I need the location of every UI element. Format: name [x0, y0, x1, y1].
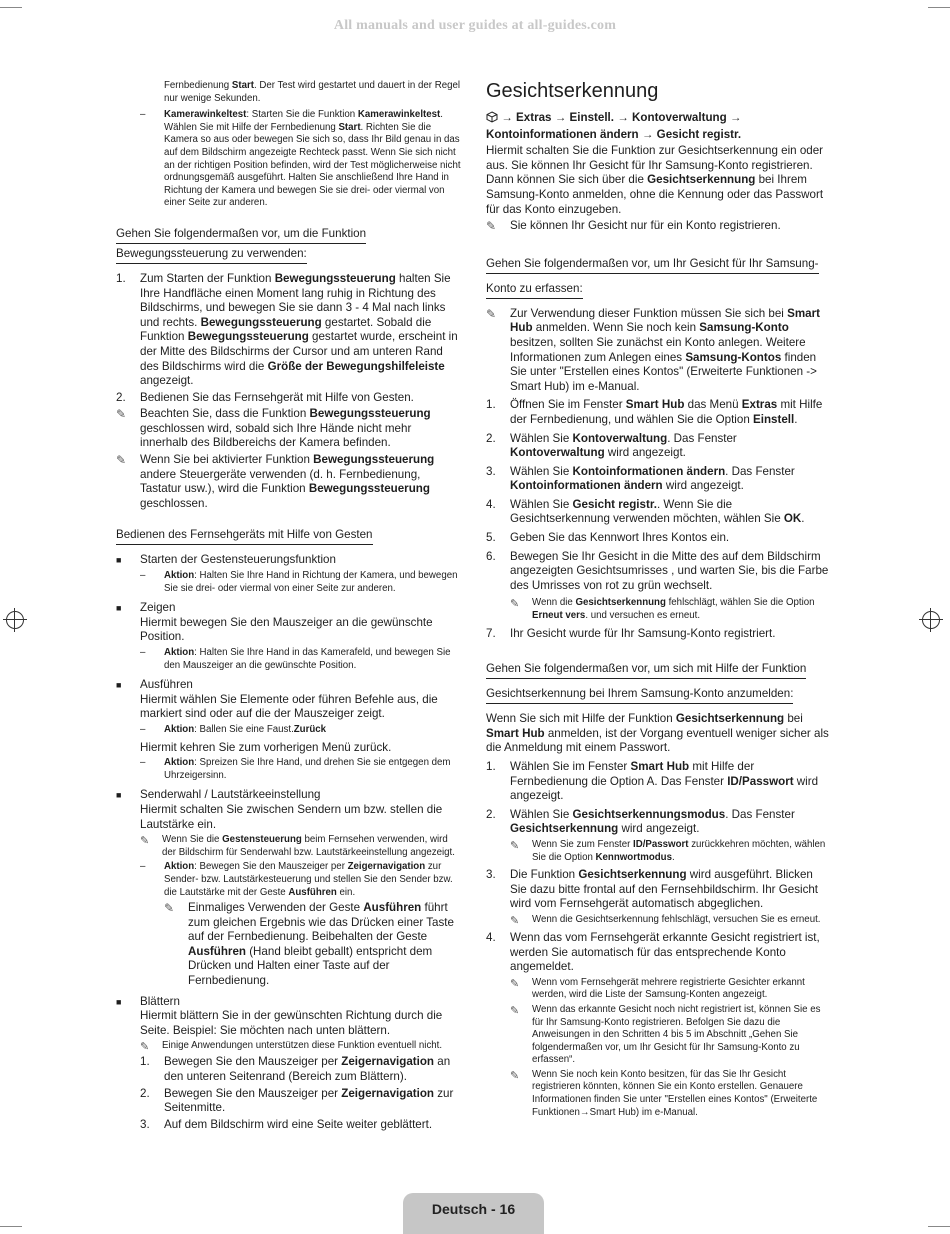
subheading-login-face: Gehen Sie folgendermaßen vor, um sich mit Hilfe der Funktion Gesichtserkennung bei Ihrem Samsung-Konto anzumelden: [486, 659, 831, 704]
note-pencil-icon: ✎ [116, 453, 127, 468]
right-column [486, 79, 831, 1119]
bullet-square-icon: ■ [116, 603, 122, 614]
gesture-start-action: – Aktion: Halten Sie Ihre Hand in Richtung der Kamera, und bewegen Sie sie drei- oder viermal von einer Seite zur anderen. [140, 570, 458, 594]
bullet-square-icon: ■ [116, 555, 122, 566]
gesture-scroll-step-3: 3. Auf dem Bildschirm wird eine Seite weiter geblättert. [140, 1117, 433, 1131]
page-number: Deutsch - 16 [431, 1201, 516, 1217]
gesture-point-action: – Aktion: Halten Sie Ihre Hand in das Kamerafeld, und bewegen Sie den Mauszeiger an die gewünschte Position. [140, 647, 451, 671]
gesture-start: ■ Starten der Gestensteuerungsfunktion [116, 553, 336, 567]
gesture-scroll: ■ Blättern Hiermit blättern Sie in der gewünschten Richtung durch die Seite. Beispiel: Sie möchten nach unten blättern. [116, 994, 443, 1037]
registration-mark-icon [922, 611, 940, 629]
gesture-channel-volume: ■ Senderwahl / Lautstärkeeinstellung Hiermit schalten Sie zwischen Sendern um bzw. stellen die Lautstärke ein. [116, 788, 443, 831]
register-step-3: 3. Wählen Sie Kontoinformationen ändern. Das Fenster Kontoinformationen ändern wird angezeigt. [486, 464, 795, 493]
register-step-6: 6. Bewegen Sie Ihr Gesicht in die Mitte des auf dem Bildschirm angezeigten Gesichtsumrisses , und warten Sie, bis die Farbe des Umrisses von rot zu grün wechselt. [486, 549, 829, 592]
register-step-4: 4. Wählen Sie Gesicht registr.. Wenn Sie die Gesichtserkennung verwenden möchten, wählen Sie OK. [486, 497, 805, 526]
note-pencil-icon: ✎ [510, 1004, 520, 1017]
tools-cube-icon [486, 111, 498, 128]
login-step-4-note-1: ✎ Wenn vom Fernsehgerät mehrere registrierte Gesichter erkannt werden, wird die Liste der Samsung-Konten angezeigt. [510, 976, 805, 1001]
bullet-square-icon: ■ [116, 790, 122, 801]
note-pencil-icon: ✎ [510, 914, 520, 927]
register-step-2: 2. Wählen Sie Kontoverwaltung. Das Fenster Kontoverwaltung wird angezeigt. [486, 431, 737, 460]
section-title: Gesichtserkennung [486, 80, 659, 102]
register-step-6-note: ✎ Wenn die Gesichtserkennung fehlschlägt, wählen Sie die Option Erneut vers. und versuchen es erneut. [510, 597, 815, 622]
login-step-4-note-3: ✎ Wenn Sie noch kein Konto besitzen, für das Sie Ihr Gesicht registrieren könnten, können Sie ein Konto erstellen. Genauere Informationen finden Sie unter "Erstellen eines Kontos" (Erweiterte Funktionen→Smart Hub) im e-Manual. [510, 1068, 818, 1118]
bullet-square-icon: ■ [116, 996, 122, 1007]
menu-path: → Extras → Einstell. → Kontoverwaltung → Kontoinformationen ändern → Gesicht registr. [486, 111, 742, 141]
login-step-3: 3. Die Funktion Gesichtserkennung wird ausgeführt. Blicken Sie dazu bitte frontal auf den Fernsehbildschirm. Ihr Gesicht wird vom Fernsehgerät automatisch abgeglichen. [486, 868, 819, 911]
page-number-tab [403, 1193, 544, 1234]
registration-mark-icon [6, 611, 24, 629]
subheading-register-face: Gehen Sie folgendermaßen vor, um Ihr Gesicht für Ihr Samsung- Konto zu erfassen: [486, 254, 831, 299]
gesture-scroll-note: ✎ Einige Anwendungen unterstützen diese Funktion eventuell nicht. [140, 1040, 443, 1054]
note-pencil-icon: ✎ [486, 306, 497, 321]
subheading-motion-control: Gehen Sie folgendermaßen vor, um die Funktion Bewegungssteuerung zu verwenden: [116, 224, 462, 264]
login-step-3-note: ✎ Wenn die Gesichtserkennung fehlschlägt, versuchen Sie es erneut. [510, 913, 821, 927]
note-pencil-icon: ✎ [510, 839, 520, 852]
intro-note: ✎ Sie können Ihr Gesicht nur für ein Konto registrieren. [486, 219, 781, 234]
register-note: ✎ Zur Verwendung dieser Funktion müssen Sie sich bei Smart Hub anmelden. Wenn Sie noch kein Samsung-Konto besitzen, sollten Sie zunächst ein Konto anlegen. Weitere Informationen zum Anlegen eines Samsung-Kontos finden Sie unter "Erstellen eines Kontos" (Erweiterte Funktionen -> Smart Hub) im e-Manual. [486, 306, 820, 393]
note-pencil-icon: ✎ [164, 901, 175, 916]
left-column [116, 80, 462, 1132]
step-1: 1. Zum Starten der Funktion Bewegungssteuerung halten Sie Ihre Handfläche einen Moment lang ruhig in Richtung des Bildschirms, und bewegen Sie sie dann 3 - 4 Mal nach links und rechts. Bewegungssteuerung gestartet. Sobald die Funktion Bewegungssteuerung gestartet wurde, erscheint in der Mitte des Bildschirms der Cursor und am unteren Rand des Bildschirms wird die Größe der Bewegungshilfeleiste angezeigt. [116, 271, 458, 388]
register-step-7: 7. Ihr Gesicht wurde für Ihr Samsung-Konto registriert. [486, 626, 776, 640]
login-step-4-note-2: ✎ Wenn das erkannte Gesicht noch nicht registriert ist, können Sie es für Ihr Samsung-Konto registrieren. Befolgen Sie dazu die Anweisungen in den Schritten 4 bis 5 im Abschnitt „Gehen Sie folgendermaßen vor, um Ihr Gesicht für Ihr Samsung-Konto zu erfassen“. [510, 1003, 821, 1066]
bullet-square-icon: ■ [116, 680, 122, 691]
register-step-5: 5. Geben Sie das Kennwort Ihres Kontos ein. [486, 531, 730, 545]
gesture-channel-volume-action: – Aktion: Bewegen Sie den Mauszeiger per Zeigernavigation zur Sender- bzw. Lautstärkesteuerung und stellen Sie den Sender bzw. die Lautstärke mit der Geste Ausführen ein. [140, 861, 453, 898]
intro-continuation: Fernbedienung Start. Der Test wird gestartet und dauert in der Regel nur wenige Sekunden. [164, 80, 461, 104]
login-step-2: 2. Wählen Sie Gesichtserkennungsmodus. Das Fenster Gesichtserkennung wird angezeigt. [486, 807, 795, 836]
note-2: ✎ Wenn Sie bei aktivierter Funktion Bewegungssteuerung andere Steuergeräte verwenden (d. h. Fernbedienung, Tastatur usw.), wird die Funktion Bewegungssteuerung geschlossen. [116, 453, 435, 510]
note-pencil-icon: ✎ [140, 835, 150, 848]
register-step-1: 1. Öffnen Sie im Fenster Smart Hub das Menü Extras mit Hilfe der Fernbedienung, und wählen Sie die Option Einstell. [486, 398, 823, 426]
watermark: All manuals and user guides at all-guides.com [333, 18, 617, 33]
crop-mark [928, 7, 950, 8]
note-pencil-icon: ✎ [510, 598, 520, 611]
gesture-channel-volume-subnote: ✎ Einmaliges Verwenden der Geste Ausführen führt zum gleichen Ergebnis wie das Drücken einer Taste auf der Fernbedienung. Beibehalten der Geste Ausführen (Hand bleibt geballt) entspricht dem Drücken und Halten einer Taste auf der Fernbedienung. [164, 901, 454, 988]
gesture-channel-volume-note: ✎ Wenn Sie die Gestensteuerung beim Fernsehen verwenden, wird der Bildschirm für Senderwahl bzw. Lautstärkeeinstellung angezeigt. [140, 834, 455, 858]
login-step-1: 1. Wählen Sie im Fenster Smart Hub mit Hilfe der Fernbedienung die Option A. Das Fenster ID/Passwort wird angezeigt. [486, 760, 819, 803]
gesture-scroll-step-2: 2. Bewegen Sie den Mauszeiger per Zeigernavigation zur Seitenmitte. [140, 1086, 454, 1115]
subheading-gestures: Bedienen des Fernsehgeräts mit Hilfe von Gesten [116, 525, 462, 545]
gesture-point: ■ Zeigen Hiermit bewegen Sie den Mauszeiger an die gewünschte Position. [116, 601, 433, 644]
gesture-back-action: – Aktion: Spreizen Sie Ihre Hand, und drehen Sie sie entgegen dem Uhrzeigersinn. [140, 757, 451, 781]
crop-mark [0, 7, 22, 8]
intro-text: Hiermit schalten Sie die Funktion zur Gesichtserkennung ein oder aus. Sie können Ihr Gesicht für Ihr Samsung-Konto registrieren. Dann können Sie sich über die Gesichtserkennung bei Ihrem Samsung-Konto anmelden, ohne die Kennung oder das Passwort für das Konto einzugeben. [486, 144, 824, 216]
note-1: ✎ Beachten Sie, dass die Funktion Bewegungssteuerung geschlossen wird, sobald sich Ihre Hände nicht mehr innerhalb des Bildbereichs der Kamera befinden. [116, 407, 431, 450]
crop-mark [0, 1226, 22, 1227]
gesture-execute: ■ Ausführen Hiermit wählen Sie Elemente oder führen Befehle aus, die markiert sind oder auf die der Mauszeiger zeigt. [116, 678, 438, 721]
note-pencil-icon: ✎ [140, 1041, 150, 1054]
login-step-4: 4. Wenn das vom Fernsehgerät erkannte Gesicht registriert ist, werden Sie automatisch für das entsprechende Konto angemeldet. [486, 930, 820, 974]
note-pencil-icon: ✎ [486, 219, 497, 234]
step-2: 2. Bedienen Sie das Fernsehgerät mit Hilfe von Gesten. [116, 390, 414, 404]
login-intro: Wenn Sie sich mit Hilfe der Funktion Gesichtserkennung bei Smart Hub anmelden, ist der Vorgang eventuell weniger sicher als die Anmeldung mit einem Passwort. [486, 712, 829, 755]
camera-test-item: – Kamerawinkeltest: Starten Sie die Funktion Kamerawinkeltest. Wählen Sie mit Hilfe der Fernbedienung Start. Richten Sie die Kamera so aus oder bewegen Sie sich so, dass Ihr Bild genau in das auf dem Bildschirm angezeigte Rechteck passt. Wenn Sie sich nicht an der richtigen Position befinden, wird der Test möglicherweise nicht ordnungsgemäß ausgeführt. Halten Sie anschließend Ihre Hand in Richtung der Kamera und bewegen Sie sie drei- oder viermal von einer Seite zur anderen. [140, 109, 461, 209]
note-pencil-icon: ✎ [116, 407, 127, 422]
crop-mark [928, 1226, 950, 1227]
note-pencil-icon: ✎ [510, 1069, 520, 1082]
login-step-2-note: ✎ Wenn Sie zum Fenster ID/Passwort zurückkehren möchten, wählen Sie die Option Kennwortmodus. [510, 838, 826, 863]
gesture-back-text: Hiermit kehren Sie zum vorherigen Menü zurück. [140, 740, 392, 754]
gesture-scroll-step-1: 1. Bewegen Sie den Mauszeiger per Zeigernavigation an den unteren Seitenrand (Bereich zum Blättern). [140, 1055, 451, 1084]
note-pencil-icon: ✎ [510, 977, 520, 990]
gesture-execute-action: – Aktion: Ballen Sie eine Faust.Zurück [140, 723, 327, 735]
